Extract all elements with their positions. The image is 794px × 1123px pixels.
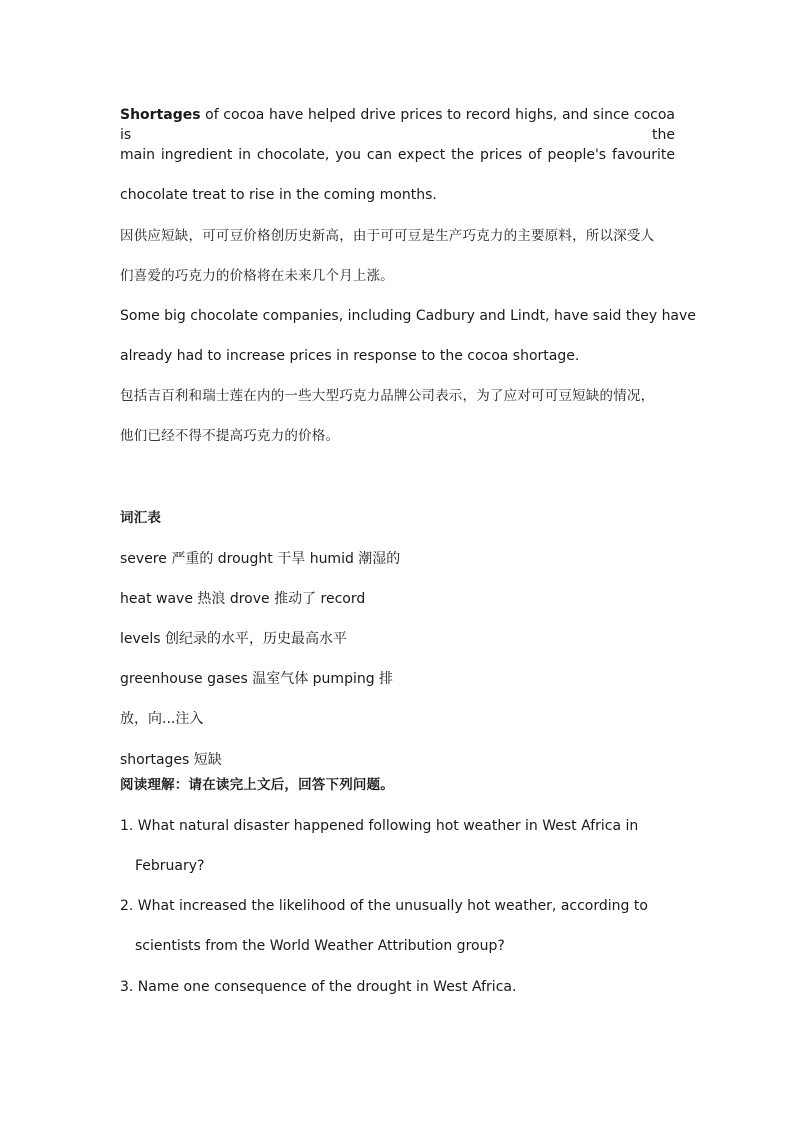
translation-1-line-1: 因供应短缺，可可豆价格创历史新高，由于可可豆是生产巧克力的主要原料，所以深受人 bbox=[120, 228, 655, 244]
passage-text: of cocoa have helped drive prices to record highs, and since cocoa is the bbox=[120, 107, 675, 143]
vocabulary-line: greenhouse gases 温室气体 pumping 排 bbox=[120, 671, 394, 687]
passage-paragraph-1-line-2: main ingredient in chocolate, you can expect the prices of people's favourite bbox=[120, 147, 675, 163]
question-2-line-2: scientists from the World Weather Attribution group? bbox=[135, 938, 505, 954]
keyword-shortages: Shortages bbox=[120, 107, 201, 123]
passage-paragraph-1-line-3: chocolate treat to rise in the coming months. bbox=[120, 187, 437, 203]
vocabulary-line: levels 创纪录的水平，历史最高水平 bbox=[120, 631, 348, 647]
vocabulary-line: shortages 短缺 bbox=[120, 752, 222, 768]
vocabulary-line: 放，向...注入 bbox=[120, 711, 204, 727]
question-2-line-1: 2. What increased the likelihood of the unusually hot weather, according to bbox=[120, 898, 648, 914]
vocabulary-line: severe 严重的 drought 干旱 humid 潮湿的 bbox=[120, 551, 401, 567]
translation-1-line-2: 们喜爱的巧克力的价格将在未来几个月上涨。 bbox=[120, 268, 394, 284]
question-1-line-2: February? bbox=[135, 858, 205, 874]
comprehension-heading: 阅读理解：请在读完上文后，回答下列问题。 bbox=[120, 777, 394, 793]
vocabulary-heading: 词汇表 bbox=[120, 510, 162, 526]
passage-paragraph-1-line-1 bbox=[120, 105, 675, 145]
passage-paragraph-2-line-1: Some big chocolate companies, including Cadbury and Lindt, have said they have bbox=[120, 308, 696, 324]
vocabulary-line: heat wave 热浪 drove 推动了 record bbox=[120, 591, 366, 607]
question-3-line-1: 3. Name one consequence of the drought in West Africa. bbox=[120, 979, 517, 995]
question-1-line-1: 1. What natural disaster happened following hot weather in West Africa in bbox=[120, 818, 639, 834]
passage-paragraph-2-line-2: already had to increase prices in response to the cocoa shortage. bbox=[120, 348, 580, 364]
translation-2-line-2: 他们已经不得不提高巧克力的价格。 bbox=[120, 428, 340, 444]
translation-2-line-1: 包括吉百利和瑞士莲在内的一些大型巧克力品牌公司表示，为了应对可可豆短缺的情况， bbox=[120, 388, 655, 404]
